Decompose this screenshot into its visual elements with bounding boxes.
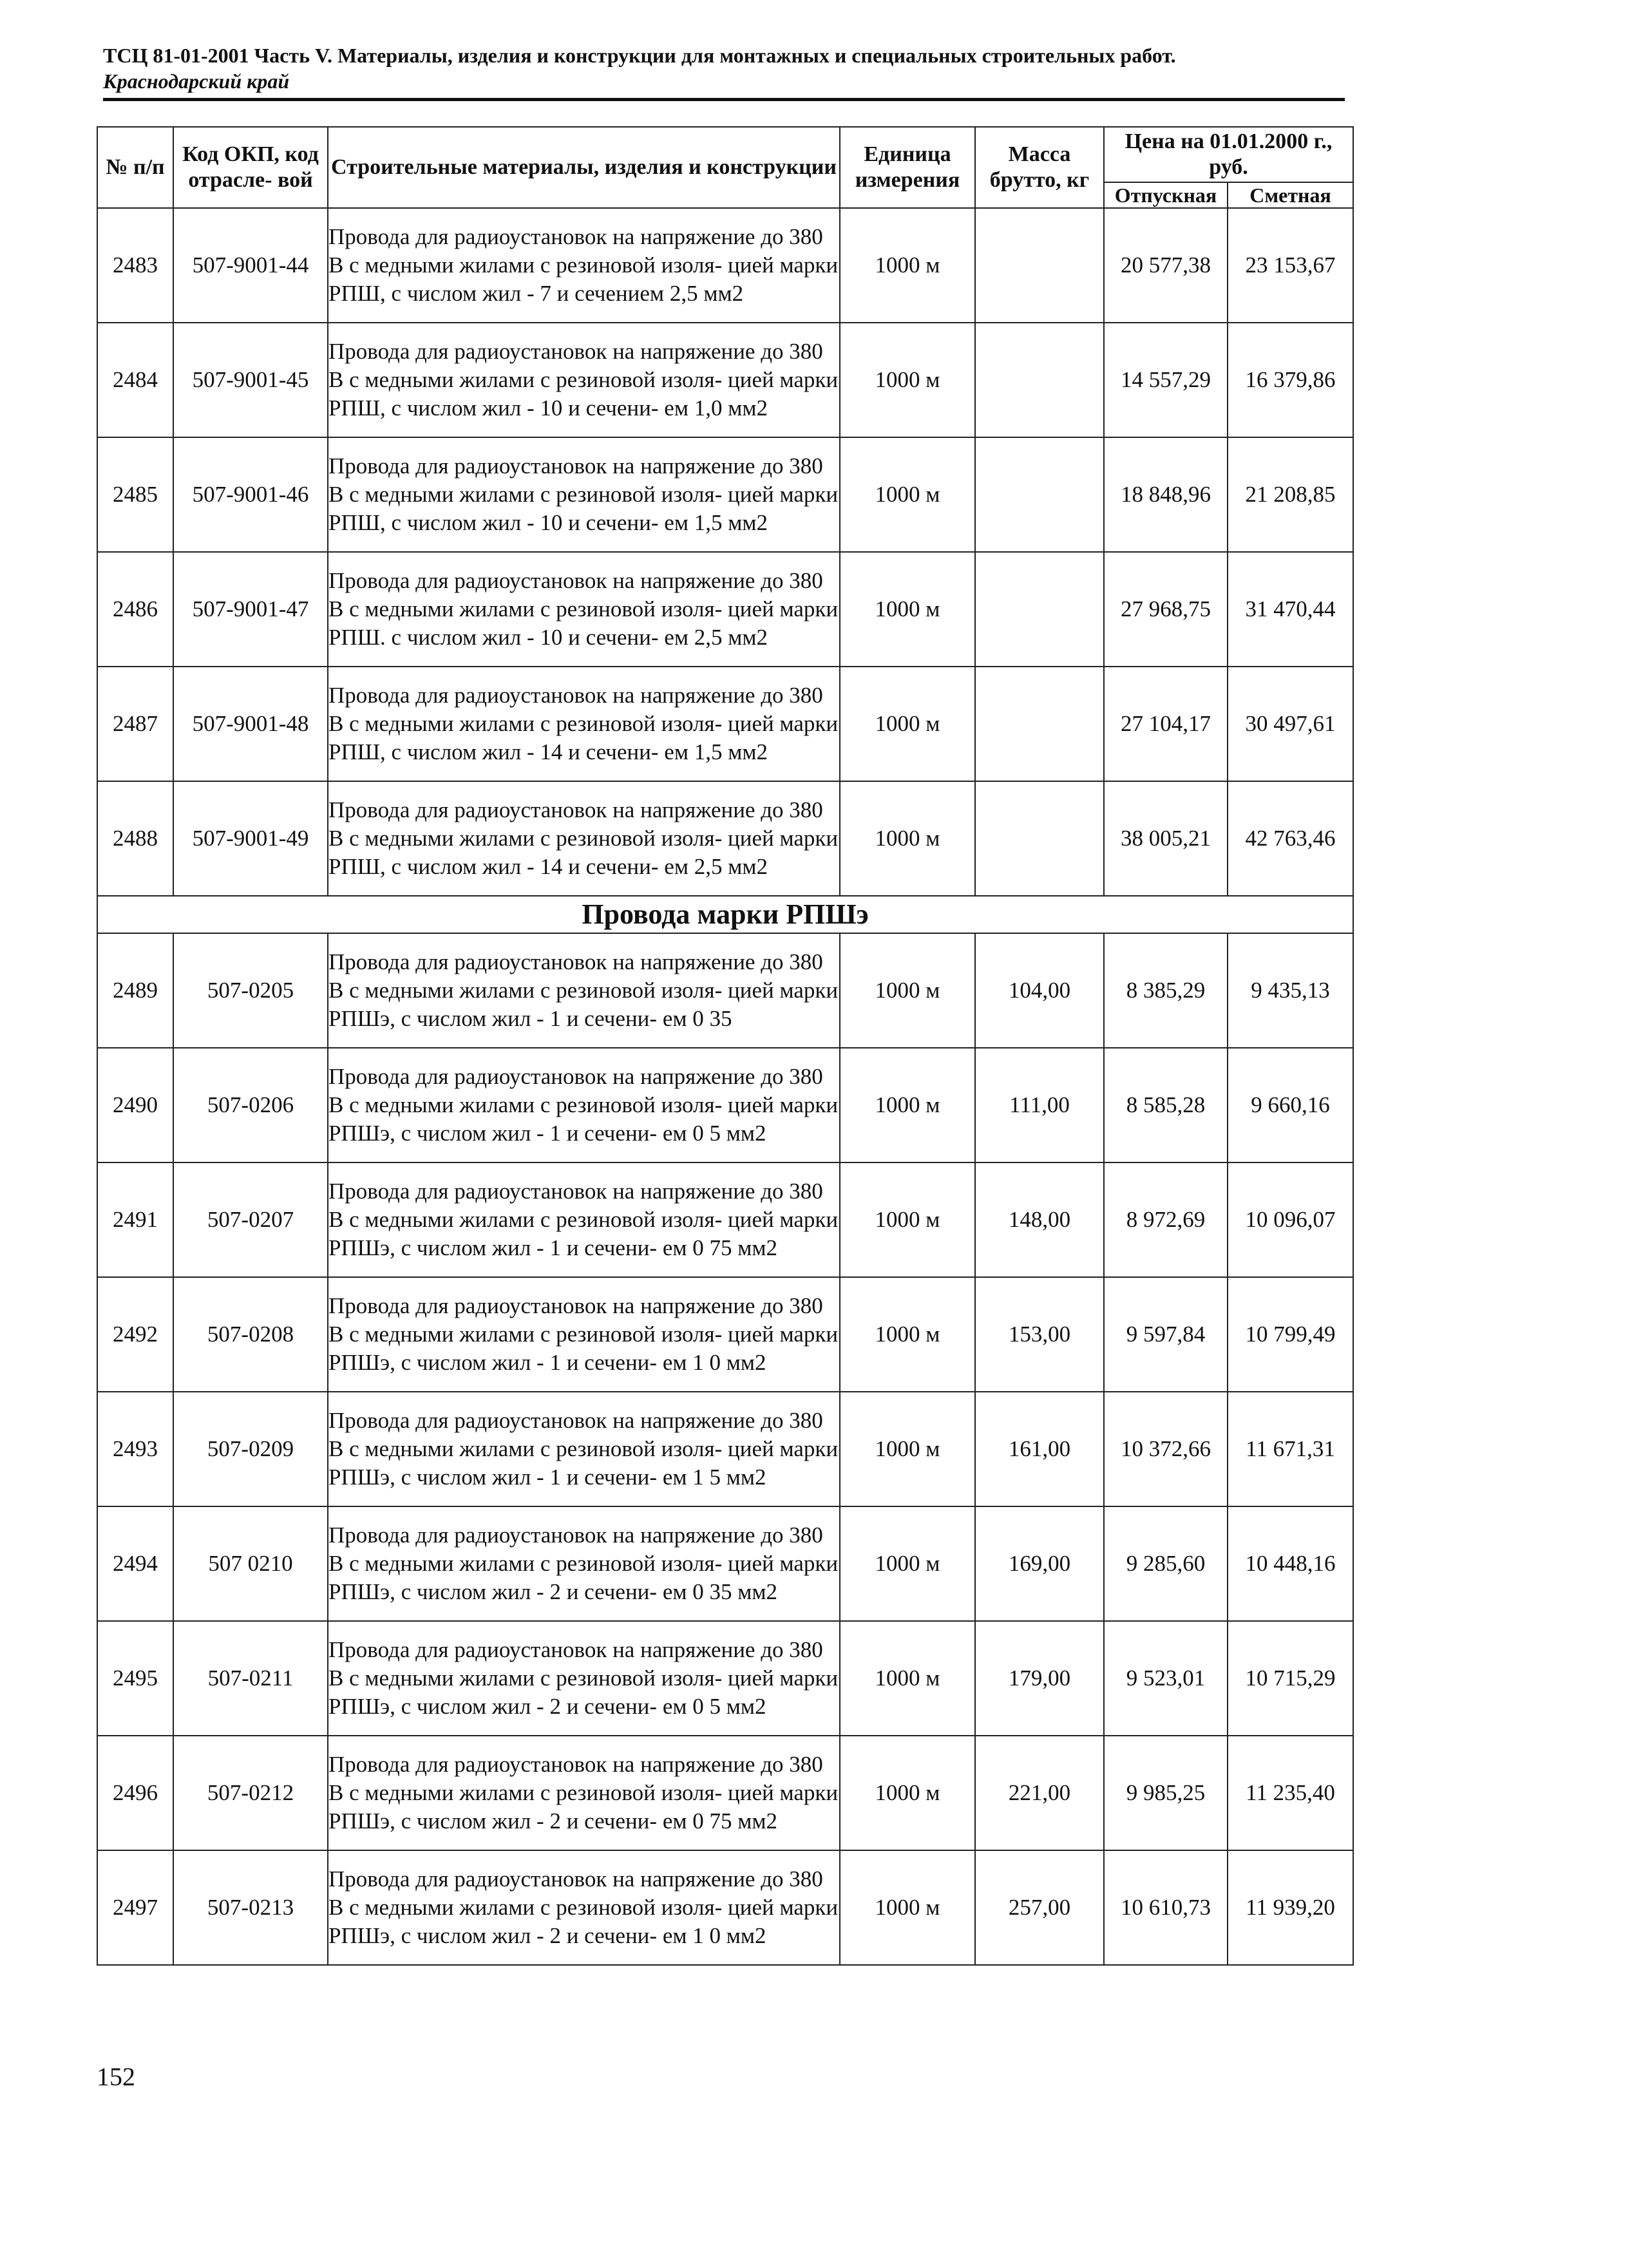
col-header-price-estimate: Сметная: [1228, 182, 1353, 208]
cell-price-release: 10 610,73: [1104, 1850, 1228, 1965]
cell-mass: [975, 781, 1104, 896]
cell-name: Провода для радиоустановок на напряжение до 380 В с медными жилами с резиновой изоля- цией марки РПШ, с числом жил - 10 и сечени- ем 1,5 мм2: [328, 437, 840, 552]
table-row: [97, 208, 1353, 323]
cell-num: 2489: [97, 933, 173, 1048]
cell-price-estimate: 10 715,29: [1228, 1621, 1353, 1736]
cell-name: Провода для радиоустановок на напряжение до 380 В с медными жилами с резиновой изоля- цией марки РПШэ, с числом жил - 2 и сечени- ем 1 0 мм2: [328, 1850, 840, 1965]
cell-num: 2488: [97, 781, 173, 896]
section-title: Провода марки РПШэ: [97, 896, 1353, 933]
cell-num: 2494: [97, 1506, 173, 1621]
cell-price-estimate: 11 939,20: [1228, 1850, 1353, 1965]
cell-price-release: 14 557,29: [1104, 323, 1228, 437]
cell-mass: 148,00: [975, 1162, 1104, 1277]
cell-unit: 1000 м: [840, 552, 975, 667]
col-header-num: № п/п: [97, 127, 173, 208]
cell-code: 507 0210: [173, 1506, 328, 1621]
cell-mass: [975, 323, 1104, 437]
cell-price-release: 38 005,21: [1104, 781, 1228, 896]
cell-name: Провода для радиоустановок на напряжение до 380 В с медными жилами с резиновой изоля- цией марки РПШ, с числом жил - 14 и сечени- ем 2,5 мм2: [328, 781, 840, 896]
cell-num: 2484: [97, 323, 173, 437]
cell-price-estimate: 42 763,46: [1228, 781, 1353, 896]
cell-name: Провода для радиоустановок на напряжение до 380 В с медными жилами с резиновой изоля- цией марки РПШэ, с числом жил - 1 и сечени- ем 1 5 мм2: [328, 1392, 840, 1506]
cell-price-estimate: 30 497,61: [1228, 667, 1353, 781]
cell-mass: 257,00: [975, 1850, 1104, 1965]
cell-price-release: 9 985,25: [1104, 1736, 1228, 1850]
table-row: [97, 1736, 1353, 1850]
table-row: [97, 1506, 1353, 1621]
cell-unit: 1000 м: [840, 323, 975, 437]
cell-unit: 1000 м: [840, 1048, 975, 1162]
cell-num: 2487: [97, 667, 173, 781]
cell-mass: [975, 667, 1104, 781]
table-row: [97, 1621, 1353, 1736]
region-label: Краснодарский край: [103, 70, 290, 93]
cell-mass: [975, 437, 1104, 552]
cell-code: 507-9001-44: [173, 208, 328, 323]
cell-mass: 221,00: [975, 1736, 1104, 1850]
cell-unit: 1000 м: [840, 208, 975, 323]
page-header: [103, 43, 1353, 94]
cell-price-estimate: 11 671,31: [1228, 1392, 1353, 1506]
cell-code: 507-0213: [173, 1850, 328, 1965]
price-table: [97, 126, 1354, 1966]
cell-unit: 1000 м: [840, 1621, 975, 1736]
table-row: [97, 933, 1353, 1048]
cell-num: 2493: [97, 1392, 173, 1506]
cell-code: 507-0205: [173, 933, 328, 1048]
cell-mass: 169,00: [975, 1506, 1104, 1621]
cell-price-release: 8 585,28: [1104, 1048, 1228, 1162]
cell-num: 2483: [97, 208, 173, 323]
cell-unit: 1000 м: [840, 1162, 975, 1277]
cell-name: Провода для радиоустановок на напряжение до 380 В с медными жилами с резиновой изоля- цией марки РПШ, с числом жил - 7 и сечением 2,5 мм2: [328, 208, 840, 323]
cell-price-estimate: 16 379,86: [1228, 323, 1353, 437]
cell-code: 507-9001-45: [173, 323, 328, 437]
cell-mass: 161,00: [975, 1392, 1104, 1506]
table-row: [97, 667, 1353, 781]
table-row: [97, 1162, 1353, 1277]
cell-code: 507-0209: [173, 1392, 328, 1506]
cell-price-release: 9 285,60: [1104, 1506, 1228, 1621]
cell-unit: 1000 м: [840, 933, 975, 1048]
cell-price-estimate: 10 799,49: [1228, 1277, 1353, 1392]
cell-unit: 1000 м: [840, 1277, 975, 1392]
document-title: ТСЦ 81-01-2001 Часть V. Материалы, изделия и конструкции для монтажных и специальных строительных работ.: [103, 44, 1176, 67]
cell-mass: 179,00: [975, 1621, 1104, 1736]
table-row: [97, 1048, 1353, 1162]
cell-mass: 153,00: [975, 1277, 1104, 1392]
cell-price-estimate: 9 435,13: [1228, 933, 1353, 1048]
table-row: [97, 1277, 1353, 1392]
cell-num: 2485: [97, 437, 173, 552]
cell-num: 2491: [97, 1162, 173, 1277]
table-row: [97, 781, 1353, 896]
col-header-name: Строительные материалы, изделия и конструкции: [328, 127, 840, 208]
table-row: [97, 323, 1353, 437]
cell-price-estimate: 10 096,07: [1228, 1162, 1353, 1277]
cell-code: 507-9001-47: [173, 552, 328, 667]
cell-code: 507-9001-48: [173, 667, 328, 781]
cell-price-release: 10 372,66: [1104, 1392, 1228, 1506]
table-row: [97, 552, 1353, 667]
cell-code: 507-0206: [173, 1048, 328, 1162]
cell-num: 2490: [97, 1048, 173, 1162]
cell-unit: 1000 м: [840, 667, 975, 781]
cell-code: 507-0208: [173, 1277, 328, 1392]
cell-name: Провода для радиоустановок на напряжение до 380 В с медными жилами с резиновой изоля- цией марки РПШ, с числом жил - 10 и сечени- ем 1,0 мм2: [328, 323, 840, 437]
cell-mass: [975, 552, 1104, 667]
col-header-unit: Единица измерения: [840, 127, 975, 208]
cell-price-release: 27 104,17: [1104, 667, 1228, 781]
cell-num: 2495: [97, 1621, 173, 1736]
cell-unit: 1000 м: [840, 1506, 975, 1621]
cell-price-release: 27 968,75: [1104, 552, 1228, 667]
cell-price-estimate: 11 235,40: [1228, 1736, 1353, 1850]
cell-name: Провода для радиоустановок на напряжение до 380 В с медными жилами с резиновой изоля- цией марки РПШэ, с числом жил - 2 и сечени- ем 0 75 мм2: [328, 1736, 840, 1850]
cell-num: 2492: [97, 1277, 173, 1392]
cell-price-estimate: 31 470,44: [1228, 552, 1353, 667]
cell-unit: 1000 м: [840, 1392, 975, 1506]
table-row: [97, 1850, 1353, 1965]
table-row: [97, 437, 1353, 552]
cell-unit: 1000 м: [840, 1736, 975, 1850]
cell-code: 507-9001-46: [173, 437, 328, 552]
cell-price-estimate: 10 448,16: [1228, 1506, 1353, 1621]
cell-name: Провода для радиоустановок на напряжение до 380 В с медными жилами с резиновой изоля- цией марки РПШэ, с числом жил - 1 и сечени- ем 1 0 мм2: [328, 1277, 840, 1392]
cell-num: 2497: [97, 1850, 173, 1965]
cell-name: Провода для радиоустановок на напряжение до 380 В с медными жилами с резиновой изоля- цией марки РПШэ, с числом жил - 1 и сечени- ем 0 5 мм2: [328, 1048, 840, 1162]
cell-price-estimate: 9 660,16: [1228, 1048, 1353, 1162]
cell-price-release: 9 597,84: [1104, 1277, 1228, 1392]
cell-unit: 1000 м: [840, 437, 975, 552]
col-header-price-group: Цена на 01.01.2000 г., руб.: [1104, 127, 1353, 182]
cell-num: 2496: [97, 1736, 173, 1850]
cell-price-release: 9 523,01: [1104, 1621, 1228, 1736]
cell-name: Провода для радиоустановок на напряжение до 380 В с медными жилами с резиновой изоля- цией марки РПШ. с числом жил - 10 и сечени- ем 2,5 мм2: [328, 552, 840, 667]
cell-price-release: 18 848,96: [1104, 437, 1228, 552]
cell-name: Провода для радиоустановок на напряжение до 380 В с медными жилами с резиновой изоля- цией марки РПШэ, с числом жил - 2 и сечени- ем 0 5 мм2: [328, 1621, 840, 1736]
cell-price-release: 8 972,69: [1104, 1162, 1228, 1277]
cell-mass: 104,00: [975, 933, 1104, 1048]
cell-code: 507-9001-49: [173, 781, 328, 896]
cell-mass: [975, 208, 1104, 323]
cell-name: Провода для радиоустановок на напряжение до 380 В с медными жилами с резиновой изоля- цией марки РПШ, с числом жил - 14 и сечени- ем 1,5 мм2: [328, 667, 840, 781]
cell-name: Провода для радиоустановок на напряжение до 380 В с медными жилами с резиновой изоля- цией марки РПШэ, с числом жил - 1 и сечени- ем 0 35: [328, 933, 840, 1048]
cell-name: Провода для радиоустановок на напряжение до 380 В с медными жилами с резиновой изоля- цией марки РПШэ, с числом жил - 1 и сечени- ем 0 75 мм2: [328, 1162, 840, 1277]
cell-code: 507-0207: [173, 1162, 328, 1277]
cell-unit: 1000 м: [840, 1850, 975, 1965]
cell-name: Провода для радиоустановок на напряжение до 380 В с медными жилами с резиновой изоля- цией марки РПШэ, с числом жил - 2 и сечени- ем 0 35 мм2: [328, 1506, 840, 1621]
cell-price-release: 20 577,38: [1104, 208, 1228, 323]
cell-price-estimate: 21 208,85: [1228, 437, 1353, 552]
col-header-code: Код ОКП, код отрасле- вой: [173, 127, 328, 208]
section-heading-row: [97, 896, 1353, 933]
col-header-price-release: Отпускная: [1104, 182, 1228, 208]
cell-num: 2486: [97, 552, 173, 667]
cell-price-estimate: 23 153,67: [1228, 208, 1353, 323]
col-header-mass: Масса брутто, кг: [975, 127, 1104, 208]
table-header: [97, 127, 1353, 208]
cell-mass: 111,00: [975, 1048, 1104, 1162]
cell-price-release: 8 385,29: [1104, 933, 1228, 1048]
cell-unit: 1000 м: [840, 781, 975, 896]
cell-code: 507-0212: [173, 1736, 328, 1850]
header-rule: [103, 98, 1345, 101]
cell-code: 507-0211: [173, 1621, 328, 1736]
page-number: 152: [97, 2062, 135, 2091]
table-row: [97, 1392, 1353, 1506]
